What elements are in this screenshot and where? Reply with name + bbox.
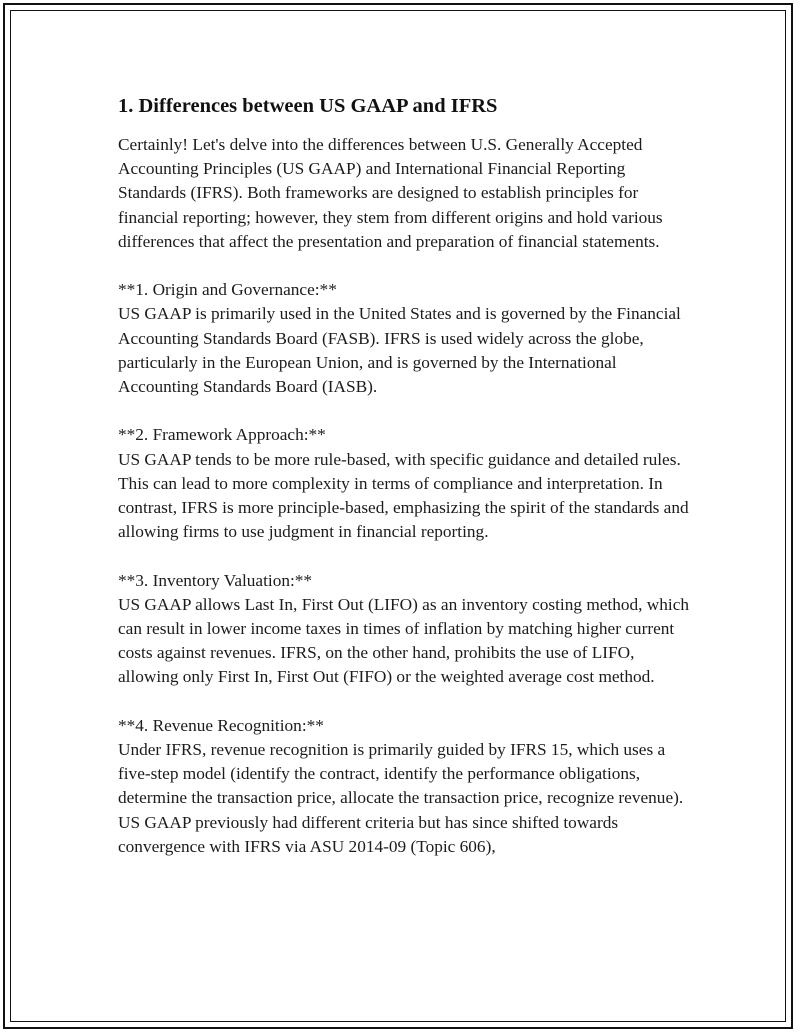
section-body: US GAAP allows Last In, First Out (LIFO) as an inventory costing method, which can result in lower income taxes in times of inflation by matching higher current costs against revenues. IFRS, on the other hand, prohibits the use of LIFO, allowing only First In, First Out (FIFO) or the weighted average cost method. [118, 594, 690, 687]
section-body: Under IFRS, revenue recognition is primarily guided by IFRS 15, which uses a five-step model (identify the contract, identify the performance obligations, determine the transaction price, allocate the transaction price, recognize revenue). US GAAP previously had different criteria but has since shifted towards convergence with IFRS via ASU 2014-09 (Topic 606), [118, 740, 684, 856]
section-heading: **3. Inventory Valuation:** [118, 570, 313, 590]
section-heading: **4. Revenue Recognition:** [118, 715, 324, 735]
section-framework-approach [118, 423, 693, 544]
section-inventory-valuation [118, 569, 693, 690]
section-body: US GAAP tends to be more rule-based, with specific guidance and detailed rules. This can lead to more complexity in terms of compliance and interpretation. In contrast, IFRS is more principle-based, emphasizing the spirit of the standards and allowing firms to use judgment in financial reporting. [118, 449, 689, 542]
intro-paragraph: Certainly! Let's delve into the differences between U.S. Generally Accepted Accounting Principles (US GAAP) and International Financial Reporting Standards (IFRS). Both frameworks are designed to establish principles for financial reporting; however, they stem from different origins and hold various differences that affect the presentation and preparation of financial statements. [118, 135, 663, 251]
document-title: 1. Differences between US GAAP and IFRS [118, 95, 498, 117]
section-origin-governance [118, 278, 693, 399]
section-heading: **2. Framework Approach:** [118, 425, 326, 445]
document-body [118, 92, 693, 883]
section-heading: **1. Origin and Governance:** [118, 280, 337, 300]
section-body: US GAAP is primarily used in the United States and is governed by the Financial Accounting Standards Board (FASB). IFRS is used widely across the globe, particularly in the European Union, and is governed by the International Accounting Standards Board (IASB). [118, 304, 681, 397]
section-revenue-recognition [118, 714, 693, 859]
